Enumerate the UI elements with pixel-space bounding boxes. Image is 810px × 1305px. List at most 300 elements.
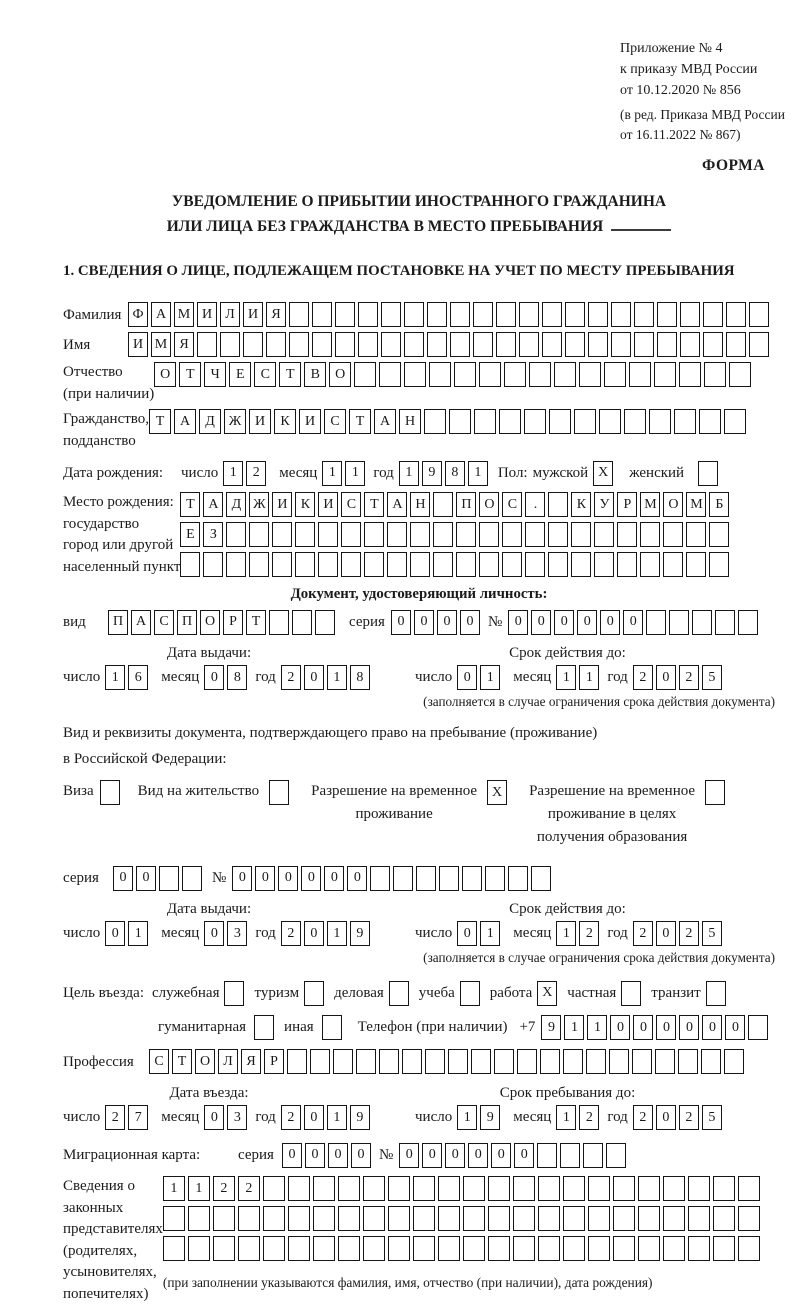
char-box[interactable] xyxy=(438,1236,460,1261)
expiry-month-boxes[interactable] xyxy=(556,665,599,690)
char-box[interactable]: 5 xyxy=(702,1105,722,1130)
char-box[interactable] xyxy=(703,332,723,357)
char-box[interactable] xyxy=(565,332,585,357)
expiry-day-boxes[interactable] xyxy=(457,665,500,690)
char-box[interactable]: 1 xyxy=(556,1105,576,1130)
char-box[interactable] xyxy=(709,552,729,577)
char-box[interactable]: 6 xyxy=(128,665,148,690)
char-box[interactable] xyxy=(269,610,289,635)
purpose-transit-checkbox[interactable] xyxy=(706,981,726,1006)
char-box[interactable] xyxy=(548,492,568,517)
char-box[interactable] xyxy=(388,1206,410,1231)
char-box[interactable] xyxy=(604,362,626,387)
char-box[interactable] xyxy=(513,1236,535,1261)
char-box[interactable] xyxy=(341,552,361,577)
char-box[interactable] xyxy=(462,866,482,891)
purpose-work-checkbox[interactable]: X xyxy=(537,981,557,1006)
issue-day-boxes[interactable] xyxy=(105,665,148,690)
char-box[interactable]: Я xyxy=(241,1049,261,1074)
char-box[interactable] xyxy=(540,1049,560,1074)
char-box[interactable] xyxy=(488,1206,510,1231)
char-box[interactable] xyxy=(315,610,335,635)
char-box[interactable] xyxy=(640,522,660,547)
char-box[interactable]: 0 xyxy=(656,1015,676,1040)
char-box[interactable] xyxy=(688,1176,710,1201)
birth-day-boxes[interactable] xyxy=(223,461,266,486)
char-box[interactable]: 1 xyxy=(223,461,243,486)
char-box[interactable] xyxy=(613,1236,635,1261)
char-box[interactable] xyxy=(638,1176,660,1201)
entry-month-boxes[interactable] xyxy=(204,1105,247,1130)
issue-day-boxes[interactable] xyxy=(105,921,148,946)
migration-number-boxes[interactable] xyxy=(399,1143,626,1168)
char-box[interactable] xyxy=(416,866,436,891)
char-box[interactable]: З xyxy=(203,522,223,547)
char-box[interactable]: 0 xyxy=(204,1105,224,1130)
char-box[interactable] xyxy=(203,552,223,577)
char-box[interactable]: И xyxy=(128,332,148,357)
char-box[interactable] xyxy=(654,362,676,387)
representatives-line-3[interactable] xyxy=(163,1236,760,1261)
char-box[interactable]: И xyxy=(243,302,263,327)
char-box[interactable] xyxy=(295,552,315,577)
representatives-line-2[interactable] xyxy=(163,1206,760,1231)
char-box[interactable] xyxy=(488,1176,510,1201)
char-box[interactable] xyxy=(713,1206,735,1231)
char-box[interactable] xyxy=(238,1236,260,1261)
char-box[interactable] xyxy=(563,1206,585,1231)
char-box[interactable] xyxy=(611,332,631,357)
char-box[interactable]: Т xyxy=(349,409,371,434)
char-box[interactable]: 0 xyxy=(399,1143,419,1168)
char-box[interactable]: И xyxy=(272,492,292,517)
char-box[interactable]: У xyxy=(594,492,614,517)
char-box[interactable] xyxy=(508,866,528,891)
char-box[interactable] xyxy=(427,302,447,327)
char-box[interactable] xyxy=(657,332,677,357)
char-box[interactable] xyxy=(341,522,361,547)
char-box[interactable]: М xyxy=(151,332,171,357)
char-box[interactable]: К xyxy=(571,492,591,517)
char-box[interactable] xyxy=(680,302,700,327)
char-box[interactable] xyxy=(163,1236,185,1261)
char-box[interactable] xyxy=(288,1236,310,1261)
char-box[interactable]: 0 xyxy=(324,866,344,891)
char-box[interactable]: 2 xyxy=(281,1105,301,1130)
char-box[interactable] xyxy=(701,1049,721,1074)
char-box[interactable]: Е xyxy=(229,362,251,387)
char-box[interactable] xyxy=(404,302,424,327)
char-box[interactable]: А xyxy=(387,492,407,517)
citizenship-boxes[interactable] xyxy=(149,409,746,434)
male-checkbox[interactable]: X xyxy=(593,461,613,486)
char-box[interactable] xyxy=(188,1206,210,1231)
char-box[interactable] xyxy=(263,1176,285,1201)
char-box[interactable]: 2 xyxy=(679,665,699,690)
char-box[interactable]: 2 xyxy=(281,921,301,946)
char-box[interactable] xyxy=(485,866,505,891)
char-box[interactable]: 2 xyxy=(633,665,653,690)
char-box[interactable]: 0 xyxy=(351,1143,371,1168)
char-box[interactable] xyxy=(583,1143,603,1168)
char-box[interactable] xyxy=(439,866,459,891)
char-box[interactable]: Т xyxy=(246,610,266,635)
char-box[interactable] xyxy=(655,1049,675,1074)
char-box[interactable] xyxy=(613,1176,635,1201)
char-box[interactable] xyxy=(674,409,696,434)
char-box[interactable]: 0 xyxy=(491,1143,511,1168)
entry-day-boxes[interactable] xyxy=(105,1105,148,1130)
char-box[interactable]: 1 xyxy=(480,665,500,690)
char-box[interactable] xyxy=(364,552,384,577)
char-box[interactable]: 0 xyxy=(105,921,125,946)
phone-boxes[interactable] xyxy=(541,1015,768,1040)
char-box[interactable] xyxy=(680,332,700,357)
char-box[interactable] xyxy=(513,1206,535,1231)
char-box[interactable] xyxy=(433,522,453,547)
char-box[interactable] xyxy=(370,866,390,891)
char-box[interactable] xyxy=(393,866,413,891)
char-box[interactable] xyxy=(433,552,453,577)
birth-month-boxes[interactable] xyxy=(322,461,365,486)
char-box[interactable] xyxy=(388,1176,410,1201)
char-box[interactable] xyxy=(688,1236,710,1261)
char-box[interactable]: 0 xyxy=(414,610,434,635)
char-box[interactable]: 0 xyxy=(304,665,324,690)
char-box[interactable]: 0 xyxy=(531,610,551,635)
char-box[interactable]: 0 xyxy=(113,866,133,891)
char-box[interactable]: 0 xyxy=(554,610,574,635)
char-box[interactable] xyxy=(638,1236,660,1261)
char-box[interactable]: И xyxy=(249,409,271,434)
char-box[interactable] xyxy=(263,1206,285,1231)
char-box[interactable] xyxy=(354,362,376,387)
char-box[interactable] xyxy=(542,302,562,327)
char-box[interactable] xyxy=(243,332,263,357)
issue-year-boxes[interactable] xyxy=(281,921,370,946)
char-box[interactable]: 0 xyxy=(623,610,643,635)
char-box[interactable]: 2 xyxy=(281,665,301,690)
char-box[interactable] xyxy=(494,1049,514,1074)
char-box[interactable]: Д xyxy=(226,492,246,517)
char-box[interactable]: М xyxy=(174,302,194,327)
char-box[interactable] xyxy=(182,866,202,891)
char-box[interactable] xyxy=(738,1206,760,1231)
char-box[interactable] xyxy=(499,409,521,434)
char-box[interactable]: О xyxy=(663,492,683,517)
char-box[interactable] xyxy=(272,522,292,547)
char-box[interactable]: 0 xyxy=(304,1105,324,1130)
char-box[interactable] xyxy=(574,409,596,434)
char-box[interactable]: Л xyxy=(220,302,240,327)
char-box[interactable]: А xyxy=(174,409,196,434)
issue-year-boxes[interactable] xyxy=(281,665,370,690)
char-box[interactable]: О xyxy=(195,1049,215,1074)
char-box[interactable] xyxy=(699,409,721,434)
temp-residence-education-checkbox[interactable] xyxy=(705,780,725,805)
char-box[interactable] xyxy=(726,332,746,357)
char-box[interactable]: 1 xyxy=(556,665,576,690)
char-box[interactable] xyxy=(263,1236,285,1261)
char-box[interactable] xyxy=(410,522,430,547)
char-box[interactable]: 0 xyxy=(204,921,224,946)
char-box[interactable] xyxy=(266,332,286,357)
char-box[interactable]: 0 xyxy=(391,610,411,635)
char-box[interactable]: 0 xyxy=(305,1143,325,1168)
char-box[interactable] xyxy=(312,332,332,357)
char-box[interactable] xyxy=(649,409,671,434)
char-box[interactable] xyxy=(488,1236,510,1261)
char-box[interactable] xyxy=(496,332,516,357)
char-box[interactable] xyxy=(588,1176,610,1201)
char-box[interactable] xyxy=(289,302,309,327)
char-box[interactable]: Л xyxy=(218,1049,238,1074)
birth-place-line-1[interactable] xyxy=(180,492,729,517)
char-box[interactable]: 0 xyxy=(633,1015,653,1040)
char-box[interactable] xyxy=(738,610,758,635)
char-box[interactable] xyxy=(688,1206,710,1231)
char-box[interactable] xyxy=(638,1206,660,1231)
char-box[interactable] xyxy=(238,1206,260,1231)
char-box[interactable] xyxy=(686,552,706,577)
char-box[interactable] xyxy=(335,302,355,327)
char-box[interactable]: Т xyxy=(149,409,171,434)
char-box[interactable]: 1 xyxy=(105,665,125,690)
char-box[interactable]: 0 xyxy=(600,610,620,635)
temp-residence-checkbox[interactable]: X xyxy=(487,780,507,805)
char-box[interactable] xyxy=(709,522,729,547)
char-box[interactable]: 1 xyxy=(163,1176,185,1201)
char-box[interactable]: 3 xyxy=(227,1105,247,1130)
char-box[interactable] xyxy=(433,492,453,517)
char-box[interactable] xyxy=(524,409,546,434)
char-box[interactable] xyxy=(588,1236,610,1261)
char-box[interactable]: М xyxy=(686,492,706,517)
char-box[interactable] xyxy=(226,552,246,577)
char-box[interactable] xyxy=(632,1049,652,1074)
char-box[interactable] xyxy=(548,522,568,547)
char-box[interactable] xyxy=(525,522,545,547)
char-box[interactable] xyxy=(449,409,471,434)
char-box[interactable] xyxy=(663,1236,685,1261)
char-box[interactable]: Т xyxy=(364,492,384,517)
char-box[interactable] xyxy=(159,866,179,891)
purpose-business-checkbox[interactable] xyxy=(389,981,409,1006)
char-box[interactable]: Ч xyxy=(204,362,226,387)
issue-month-boxes[interactable] xyxy=(204,665,247,690)
char-box[interactable] xyxy=(571,522,591,547)
char-box[interactable]: Б xyxy=(709,492,729,517)
char-box[interactable]: К xyxy=(295,492,315,517)
char-box[interactable] xyxy=(531,866,551,891)
char-box[interactable] xyxy=(381,332,401,357)
char-box[interactable] xyxy=(629,362,651,387)
char-box[interactable] xyxy=(513,1176,535,1201)
char-box[interactable] xyxy=(456,522,476,547)
char-box[interactable]: 9 xyxy=(541,1015,561,1040)
char-box[interactable]: 0 xyxy=(514,1143,534,1168)
char-box[interactable]: 0 xyxy=(457,665,477,690)
char-box[interactable] xyxy=(538,1176,560,1201)
char-box[interactable] xyxy=(454,362,476,387)
char-box[interactable]: 2 xyxy=(579,921,599,946)
char-box[interactable] xyxy=(424,409,446,434)
char-box[interactable]: А xyxy=(131,610,151,635)
char-box[interactable] xyxy=(663,552,683,577)
char-box[interactable] xyxy=(450,302,470,327)
char-box[interactable]: А xyxy=(203,492,223,517)
char-box[interactable]: 2 xyxy=(246,461,266,486)
char-box[interactable] xyxy=(663,1176,685,1201)
char-box[interactable]: Т xyxy=(279,362,301,387)
char-box[interactable]: 9 xyxy=(350,1105,370,1130)
char-box[interactable]: 0 xyxy=(445,1143,465,1168)
char-box[interactable]: 0 xyxy=(725,1015,745,1040)
char-box[interactable]: 1 xyxy=(322,461,342,486)
char-box[interactable] xyxy=(318,522,338,547)
char-box[interactable] xyxy=(313,1206,335,1231)
char-box[interactable]: 2 xyxy=(679,921,699,946)
char-box[interactable]: 0 xyxy=(656,921,676,946)
char-box[interactable] xyxy=(703,302,723,327)
char-box[interactable] xyxy=(404,332,424,357)
char-box[interactable] xyxy=(563,1236,585,1261)
char-box[interactable] xyxy=(611,302,631,327)
char-box[interactable] xyxy=(617,552,637,577)
char-box[interactable] xyxy=(363,1176,385,1201)
char-box[interactable] xyxy=(502,552,522,577)
char-box[interactable] xyxy=(594,522,614,547)
char-box[interactable]: 0 xyxy=(232,866,252,891)
char-box[interactable]: 1 xyxy=(128,921,148,946)
char-box[interactable] xyxy=(363,1236,385,1261)
char-box[interactable]: 1 xyxy=(327,921,347,946)
char-box[interactable] xyxy=(213,1236,235,1261)
char-box[interactable] xyxy=(563,1176,585,1201)
char-box[interactable] xyxy=(197,332,217,357)
char-box[interactable] xyxy=(213,1206,235,1231)
char-box[interactable] xyxy=(180,552,200,577)
char-box[interactable]: С xyxy=(149,1049,169,1074)
char-box[interactable] xyxy=(588,302,608,327)
char-box[interactable] xyxy=(599,409,621,434)
char-box[interactable]: 0 xyxy=(577,610,597,635)
char-box[interactable]: П xyxy=(108,610,128,635)
char-box[interactable]: Р xyxy=(223,610,243,635)
char-box[interactable] xyxy=(272,552,292,577)
char-box[interactable] xyxy=(538,1236,560,1261)
char-box[interactable]: 1 xyxy=(579,665,599,690)
char-box[interactable]: 7 xyxy=(128,1105,148,1130)
char-box[interactable]: 0 xyxy=(304,921,324,946)
char-box[interactable] xyxy=(333,1049,353,1074)
char-box[interactable] xyxy=(715,610,735,635)
char-box[interactable] xyxy=(335,332,355,357)
char-box[interactable] xyxy=(565,302,585,327)
char-box[interactable]: 1 xyxy=(480,921,500,946)
char-box[interactable] xyxy=(713,1236,735,1261)
char-box[interactable] xyxy=(669,610,689,635)
char-box[interactable] xyxy=(463,1176,485,1201)
char-box[interactable] xyxy=(379,362,401,387)
char-box[interactable]: 5 xyxy=(702,921,722,946)
char-box[interactable] xyxy=(402,1049,422,1074)
char-box[interactable] xyxy=(425,1049,445,1074)
char-box[interactable] xyxy=(474,409,496,434)
char-box[interactable] xyxy=(678,1049,698,1074)
char-box[interactable] xyxy=(504,362,526,387)
char-box[interactable] xyxy=(588,332,608,357)
char-box[interactable]: 1 xyxy=(564,1015,584,1040)
purpose-tourism-checkbox[interactable] xyxy=(304,981,324,1006)
char-box[interactable] xyxy=(692,610,712,635)
char-box[interactable]: А xyxy=(374,409,396,434)
birth-place-line-3[interactable] xyxy=(180,552,729,577)
char-box[interactable] xyxy=(634,302,654,327)
char-box[interactable] xyxy=(496,302,516,327)
char-box[interactable] xyxy=(220,332,240,357)
char-box[interactable] xyxy=(586,1049,606,1074)
char-box[interactable] xyxy=(188,1236,210,1261)
expiry-year-boxes[interactable] xyxy=(633,665,722,690)
char-box[interactable]: 2 xyxy=(679,1105,699,1130)
char-box[interactable] xyxy=(310,1049,330,1074)
birth-place-line-2[interactable] xyxy=(180,522,729,547)
char-box[interactable]: Н xyxy=(399,409,421,434)
char-box[interactable] xyxy=(634,332,654,357)
char-box[interactable]: О xyxy=(200,610,220,635)
stay-day-boxes[interactable] xyxy=(457,1105,500,1130)
char-box[interactable] xyxy=(542,332,562,357)
char-box[interactable] xyxy=(663,522,683,547)
char-box[interactable] xyxy=(479,522,499,547)
char-box[interactable] xyxy=(388,1236,410,1261)
char-box[interactable] xyxy=(413,1236,435,1261)
char-box[interactable]: 1 xyxy=(399,461,419,486)
char-box[interactable]: 8 xyxy=(445,461,465,486)
char-box[interactable] xyxy=(640,552,660,577)
char-box[interactable] xyxy=(338,1236,360,1261)
char-box[interactable] xyxy=(663,1206,685,1231)
char-box[interactable] xyxy=(519,332,539,357)
doc-series-boxes[interactable] xyxy=(391,610,480,635)
purpose-study-checkbox[interactable] xyxy=(460,981,480,1006)
char-box[interactable] xyxy=(289,332,309,357)
char-box[interactable]: 8 xyxy=(227,665,247,690)
char-box[interactable] xyxy=(163,1206,185,1231)
char-box[interactable] xyxy=(606,1143,626,1168)
char-box[interactable] xyxy=(410,552,430,577)
char-box[interactable] xyxy=(479,362,501,387)
char-box[interactable]: 2 xyxy=(579,1105,599,1130)
char-box[interactable]: Р xyxy=(264,1049,284,1074)
char-box[interactable] xyxy=(448,1049,468,1074)
char-box[interactable]: П xyxy=(177,610,197,635)
doc-type-boxes[interactable] xyxy=(108,610,335,635)
char-box[interactable]: 0 xyxy=(656,1105,676,1130)
char-box[interactable] xyxy=(413,1176,435,1201)
char-box[interactable] xyxy=(358,302,378,327)
char-box[interactable]: С xyxy=(324,409,346,434)
char-box[interactable]: 1 xyxy=(188,1176,210,1201)
patronymic-boxes[interactable] xyxy=(154,362,751,387)
char-box[interactable] xyxy=(288,1206,310,1231)
char-box[interactable] xyxy=(249,522,269,547)
char-box[interactable] xyxy=(473,302,493,327)
char-box[interactable]: 0 xyxy=(136,866,156,891)
entry-year-boxes[interactable] xyxy=(281,1105,370,1130)
char-box[interactable] xyxy=(517,1049,537,1074)
